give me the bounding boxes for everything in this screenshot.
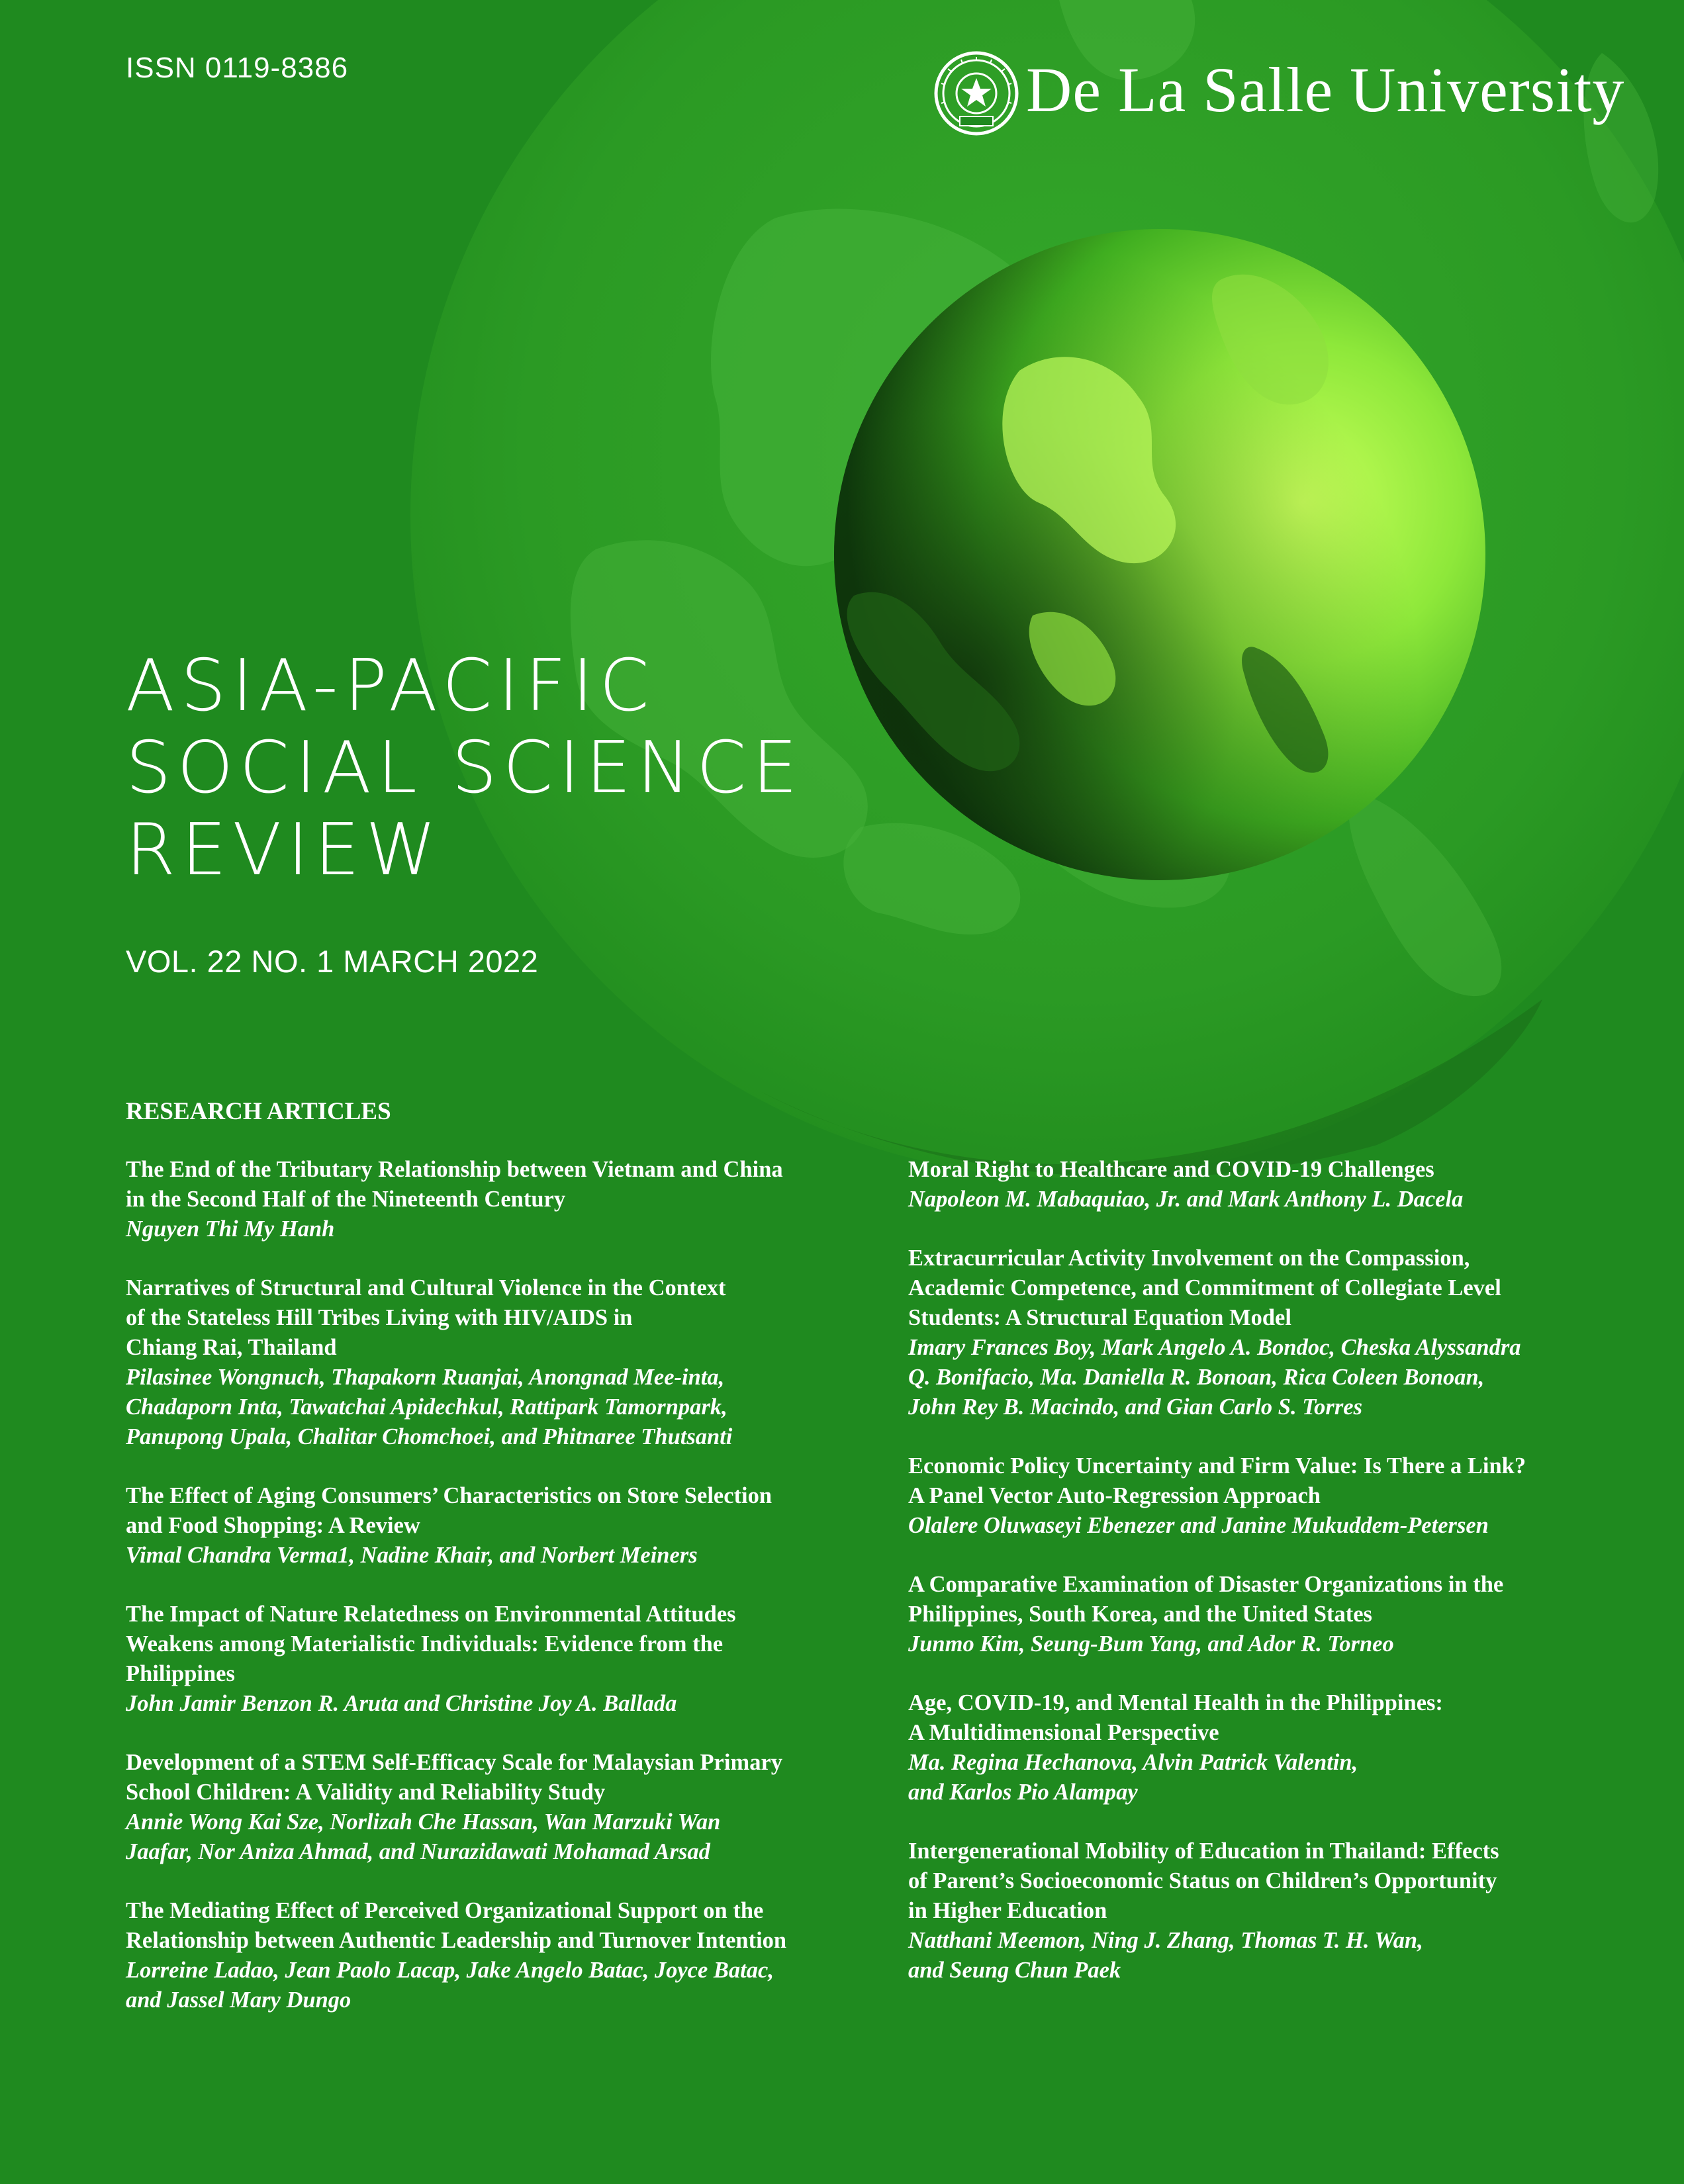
article-authors: [126, 1214, 867, 1244]
article-title: [126, 1748, 867, 1807]
volume-issue-date: VOL. 22 NO. 1 MARCH 2022: [126, 944, 539, 979]
article-title-line: Academic Competence, and Commitment of Collegiate Level: [908, 1275, 1501, 1300]
article-title-line: Development of a STEM Self-Efficacy Scale for Malaysian Primary: [126, 1750, 783, 1775]
article-title: [126, 1155, 867, 1214]
article-title-line: Moral Right to Healthcare and COVID-19 Challenges: [908, 1157, 1434, 1182]
article-title-line: The Impact of Nature Relatedness on Environmental Attitudes: [126, 1602, 736, 1627]
article-authors: [126, 1807, 867, 1867]
article-title-line: Narratives of Structural and Cultural Violence in the Context: [126, 1275, 726, 1300]
article-title: [126, 1481, 867, 1541]
article-author-line: Nguyen Thi My Hanh: [126, 1216, 335, 1242]
article-author-line: Annie Wong Kai Sze, Norlizah Che Hassan, Wan Marzuki Wan: [126, 1809, 721, 1835]
article-title-line: The Mediating Effect of Perceived Organizational Support on the: [126, 1898, 764, 1923]
article-title-line: in Higher Education: [908, 1898, 1107, 1923]
article-authors: [126, 1689, 867, 1719]
article-author-line: Natthani Meemon, Ning J. Zhang, Thomas T. H. Wan,: [908, 1928, 1423, 1953]
article-title-line: Chiang Rai, Thailand: [126, 1335, 337, 1360]
article-authors: [908, 1511, 1650, 1541]
issn-number: ISSN 0119-8386: [126, 52, 349, 84]
article-title: [908, 1451, 1650, 1511]
university-branding: [933, 46, 1625, 146]
article-title-line: A Panel Vector Auto-Regression Approach: [908, 1483, 1321, 1508]
journal-title-line: ASIA-PACIFIC: [126, 645, 655, 727]
article-title-line: Weakens among Materialistic Individuals: Evidence from the: [126, 1631, 724, 1657]
article-title: [908, 1688, 1650, 1748]
article-author-line: Pilasinee Wongnuch, Thapakorn Ruanjai, Anongnad Mee-inta,: [126, 1365, 725, 1390]
article-title-line: Intergenerational Mobility of Education in Thailand: Effects: [908, 1839, 1499, 1864]
article-authors: [908, 1629, 1650, 1659]
article-author-line: John Jamir Benzon R. Aruta and Christine Joy A. Ballada: [126, 1691, 677, 1716]
article-title-line: The Effect of Aging Consumers’ Characteristics on Store Selection: [126, 1483, 772, 1508]
article-title-line: A Multidimensional Perspective: [908, 1720, 1219, 1745]
section-heading: RESEARCH ARTICLES: [126, 1098, 391, 1125]
article-entry: [126, 1748, 867, 1867]
article-title-line: Relationship between Authentic Leadership and Turnover Intention: [126, 1928, 787, 1953]
article-authors: [126, 1363, 867, 1452]
article-title-line: Philippines: [126, 1661, 235, 1686]
article-author-line: Junmo Kim, Seung-Bum Yang, and Ador R. Torneo: [908, 1631, 1394, 1657]
article-entry: [908, 1837, 1650, 1985]
journal-title-line: REVIEW: [126, 809, 443, 891]
article-entry: [908, 1451, 1650, 1541]
article-author-line: Q. Bonifacio, Ma. Daniella R. Bonoan, Rica Coleen Bonoan,: [908, 1365, 1485, 1390]
article-authors: [908, 1748, 1650, 1807]
article-title-line: School Children: A Validity and Reliability Study: [126, 1780, 606, 1805]
article-title-line: and Food Shopping: A Review: [126, 1513, 420, 1538]
article-author-line: and Karlos Pio Alampay: [908, 1780, 1138, 1805]
article-title-line: A Comparative Examination of Disaster Organizations in the: [908, 1572, 1504, 1597]
article-authors: [908, 1333, 1650, 1422]
university-name: De La Salle University: [1026, 54, 1625, 125]
article-authors: [908, 1185, 1650, 1214]
article-title-line: of Parent’s Socioeconomic Status on Children’s Opportunity: [908, 1868, 1497, 1893]
article-title-line: Age, COVID-19, and Mental Health in the Philippines:: [908, 1690, 1443, 1715]
university-seal-logo: [933, 50, 1019, 136]
article-title-line: Economic Policy Uncertainty and Firm Value: Is There a Link?: [908, 1453, 1526, 1479]
article-authors: [126, 1956, 867, 2015]
article-authors: [126, 1541, 867, 1570]
article-entry: [126, 1481, 867, 1570]
articles-column-left: [126, 1155, 867, 2044]
article-authors: [908, 1926, 1650, 1985]
article-author-line: and Seung Chun Paek: [908, 1958, 1121, 1983]
article-title-line: of the Stateless Hill Tribes Living with HIV/AIDS in: [126, 1305, 633, 1330]
article-title-line: Extracurricular Activity Involvement on the Compassion,: [908, 1246, 1470, 1271]
article-title: [126, 1600, 867, 1689]
article-title: [908, 1837, 1650, 1926]
article-author-line: Napoleon M. Mabaquiao, Jr. and Mark Anthony L. Dacela: [908, 1187, 1464, 1212]
article-title: [126, 1896, 867, 1956]
journal-title: [126, 645, 804, 891]
article-author-line: John Rey B. Macindo, and Gian Carlo S. Torres: [908, 1394, 1362, 1420]
article-author-line: and Jassel Mary Dungo: [126, 1987, 351, 2013]
article-entry: [908, 1244, 1650, 1422]
article-title-line: The End of the Tributary Relationship between Vietnam and China: [126, 1157, 783, 1182]
article-title: [908, 1244, 1650, 1333]
article-entry: [908, 1570, 1650, 1659]
article-entry: [126, 1600, 867, 1719]
article-title: [908, 1155, 1650, 1185]
article-author-line: Chadaporn Inta, Tawatchai Apidechkul, Rattipark Tamornpark,: [126, 1394, 727, 1420]
article-title-line: Philippines, South Korea, and the United States: [908, 1602, 1372, 1627]
article-entry: [908, 1155, 1650, 1214]
article-entry: [126, 1896, 867, 2015]
article-title-line: Students: A Structural Equation Model: [908, 1305, 1291, 1330]
article-author-line: Imary Frances Boy, Mark Angelo A. Bondoc, Cheska Alyssandra: [908, 1335, 1521, 1360]
articles-column-right: [908, 1155, 1650, 2015]
article-entry: [126, 1273, 867, 1452]
article-author-line: Jaafar, Nor Aniza Ahmad, and Nurazidawati Mohamad Arsad: [126, 1839, 710, 1864]
article-author-line: Panupong Upala, Chalitar Chomchoei, and Phitnaree Thutsanti: [126, 1424, 733, 1449]
article-author-line: Vimal Chandra Verma1, Nadine Khair, and Norbert Meiners: [126, 1543, 698, 1568]
article-author-line: Lorreine Ladao, Jean Paolo Lacap, Jake Angelo Batac, Joyce Batac,: [126, 1958, 774, 1983]
article-entry: [126, 1155, 867, 1244]
article-entry: [908, 1688, 1650, 1807]
article-title-line: in the Second Half of the Nineteenth Century: [126, 1187, 566, 1212]
article-title: [126, 1273, 867, 1363]
article-title: [908, 1570, 1650, 1629]
article-author-line: Ma. Regina Hechanova, Alvin Patrick Valentin,: [908, 1750, 1358, 1775]
article-author-line: Olalere Oluwaseyi Ebenezer and Janine Mukuddem-Petersen: [908, 1513, 1489, 1538]
journal-title-line: SOCIAL SCIENCE: [126, 727, 804, 809]
